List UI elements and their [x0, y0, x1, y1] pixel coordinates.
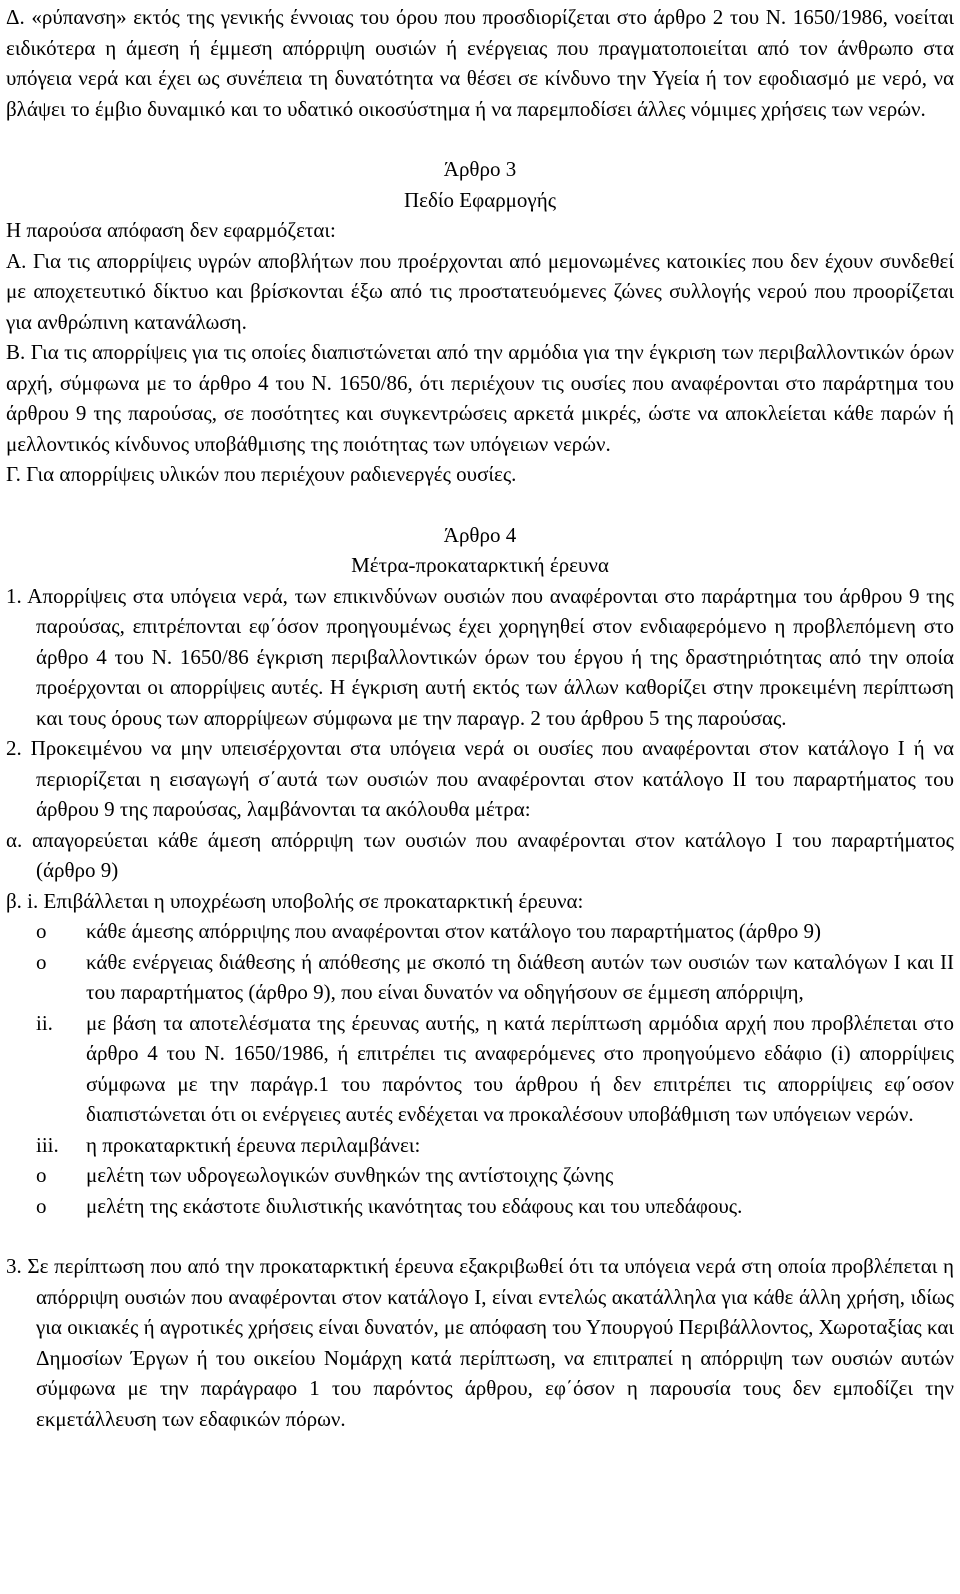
spacer: [6, 490, 954, 520]
article-3-clause-b: Β. Για τις απορρίψεις για τις οποίες διαπιστώνεται από την αρμόδια για την έγκριση των περιβαλλοντικών όρων αρχή, σύμφωνα με το άρθρο 4 του Ν. 1650/86, ότι περιέχουν τις ουσίες που αναφέρονται στο παράρτημα του άρθρου 9 της παρούσας, σε ποσότητες και συγκεντρώσεις αρκετά μικρές, ώστε να αποκλείεται κάθε παρών ή μελλοντικός κίνδυνος υποβάθμισης της ποιότητας των υπόγειων νερών.: [6, 340, 954, 456]
bullet-icon: o: [36, 949, 47, 974]
list-item: [6, 1160, 954, 1191]
article-4-item-alpha: α. απαγορεύεται κάθε άμεση απόρριψη των ουσιών που αναφέρονται στον κατάλογο Ι του παραρτήματος (άρθρο 9): [6, 827, 954, 882]
spacer: [6, 124, 954, 154]
spacer: [6, 1221, 954, 1251]
document-page: [6, 2, 954, 1434]
article-4-paragraph-2: 2. Προκειμένου να μην υπεισέρχονται στα υπόγεια νερά οι ουσίες που αναφέρονται στον κατάλογο Ι ή να περιορίζεται η εισαγωγή σ΄αυτά των ουσιών που αναφέρονται στον κατάλογο ΙΙ του παραρτήματος του άρθρου 9 της παρούσας, λαμβάνονται τα ακόλουθα μέτρα:: [6, 736, 954, 821]
list-item-text: μελέτη των υδρογεωλογικών συνθηκών της αντίστοιχης ζώνης: [86, 1163, 614, 1187]
list-item-text: μελέτη της εκάστοτε διυλιστικής ικανότητας του εδάφους και του υπεδάφους.: [86, 1193, 743, 1218]
article-3-subtitle: Πεδίο Εφαρμογής: [403, 187, 557, 212]
article-4-item-ii: [6, 1008, 954, 1130]
article-4-subtitle: Μέτρα-προκαταρκτική έρευνα: [351, 553, 609, 577]
list-item-text: κάθε άμεσης απόρριψης που αναφέρονται στον κατάλογο του παραρτήματος (άρθρο 9): [86, 919, 822, 943]
article-3-clause-a: Α. Για τις απορρίψεις υγρών αποβλήτων που προέρχονται από μεμονωμένες κατοικίες που δεν έχουν συνδεθεί με αποχετευτικό δίκτυο και βρίσκονται έξω από τις προστατευόμενες ζώνες συλλογής νερού που προορίζεται για ανθρώπινη κατανάλωση.: [6, 248, 954, 334]
item-text: με βάση τα αποτελέσματα της έρευνας αυτής, η κατά περίπτωση αρμόδια αρχή που προβλέπεται στο άρθρο 4 του Ν. 1650/1986, ή επιτρέπει τις αναφερόμενες στο προηγούμενο εδάφιο (i) απορρίψεις σύμφωνα με την παράγρ.1 του παρόντος του άρθρου ή δεν επιτρέπει τις απορρίψεις εφ΄οσον διαπιστώνεται ότι οι ενέργειες αυτές ενδέχεται να προκαλέσουν υποβάθμιση των υπόγειων νερών.: [86, 1010, 954, 1126]
article-3-lead: Η παρούσα απόφαση δεν εφαρμόζεται:: [6, 218, 336, 242]
article-4-paragraph-3: 3. Σε περίπτωση που από την προκαταρκτική έρευνα εξακριβωθεί ότι τα υπόγεια νερά στη οποία προβλέπεται η απόρριψη ουσιών που αναφέρονται στον κατάλογο Ι, είναι εντελώς ακατάλληλα για κάθε άλλη χρήση, ιδίως για οικιακές ή αγροτικές χρήσεις είναι δυνατόν, με απόφαση του Υπουργού Περιβάλλοντος, Χωροταξίας και Δημοσίων Έργων ή του οικείου Νομάρχη κατά περίπτωση, να επιτραπεί η απόρριψη των ουσιών αυτών σύμφωνα με την παράγραφο 1 του παρόντος άρθρου, εφ΄όσον η παρουσία τους δεν εμποδίζει την εκμετάλλευση των εδαφικών πόρων.: [6, 1254, 954, 1431]
list-item: [6, 947, 954, 1008]
article-3-title: Άρθρο 3: [443, 157, 517, 181]
article-4-item-beta: β. i. Επιβάλλεται η υποχρέωση υποβολής σε προκαταρκτική έρευνα:: [6, 888, 584, 913]
list-item: [6, 916, 954, 947]
item-text: η προκαταρκτική έρευνα περιλαμβάνει:: [86, 1132, 421, 1157]
definition-pollution: Δ. «ρύπανση» εκτός της γενικής έννοιας του όρου που προσδιορίζεται στο άρθρο 2 του Ν. 1650/1986, νοείται ειδικότερα η άμεση ή έμμεση απόρριψη ουσιών ή ενέργειας που πραγματοποιείται από τον άνθρωπο στα υπόγεια νερά και έχει ως συνέπεια τη δυνατότητα να θέσει σε κίνδυνο την Υγεία ή τον εφοδιασμό με νερό, να βλάψει το έμβιο δυναμικό και το υδατικό οικοσύστημα ή να παρεμποδίσει άλλες νόμιμες χρήσεις των νερών.: [6, 5, 954, 121]
bullet-icon: o: [36, 1163, 47, 1187]
item-marker: iii.: [36, 1132, 59, 1157]
article-4-item-iii: [6, 1130, 954, 1161]
item-marker: ii.: [36, 1010, 53, 1035]
list-item: [6, 1191, 954, 1222]
article-3-clause-c: Γ. Για απορρίψεις υλικών που περιέχουν ραδιενεργές ουσίες.: [6, 462, 517, 486]
list-item-text: κάθε ενέργειας διάθεσης ή απόθεσης με σκοπό τη διάθεση αυτών των ουσιών των καταλόγων Ι και ΙΙ του παραρτήματος (άρθρο 9), που είναι δυνατόν να οδηγήσουν σε έμμεση απόρριψη,: [86, 949, 954, 1004]
bullet-icon: o: [36, 1193, 47, 1218]
bullet-icon: o: [36, 919, 47, 943]
article-4-paragraph-1: 1. Απορρίψεις στα υπόγεια νερά, των επικινδύνων ουσιών που αναφέρονται στο παράρτημα του άρθρου 9 της παρούσας, επιτρέπονται εφ΄όσον προηγουμένως έχει χορηγηθεί στον ενδιαφερόμενο η προβλεπόμενη στο άρθρο 4 του Ν. 1650/86 έγκριση περιβαλλοντικών όρων του έργου ή της δραστηριότητας από την οποία προέρχονται οι απορρίψεις αυτές. Η έγκριση αυτή εκτός των άλλων καθορίζει στην προκειμένη περίπτωση και τους όρους των απορρίψεων σύμφωνα με την παραγρ. 2 του άρθρου 5 της παρούσας.: [6, 583, 954, 730]
article-4-title: Άρθρο 4: [443, 522, 517, 547]
